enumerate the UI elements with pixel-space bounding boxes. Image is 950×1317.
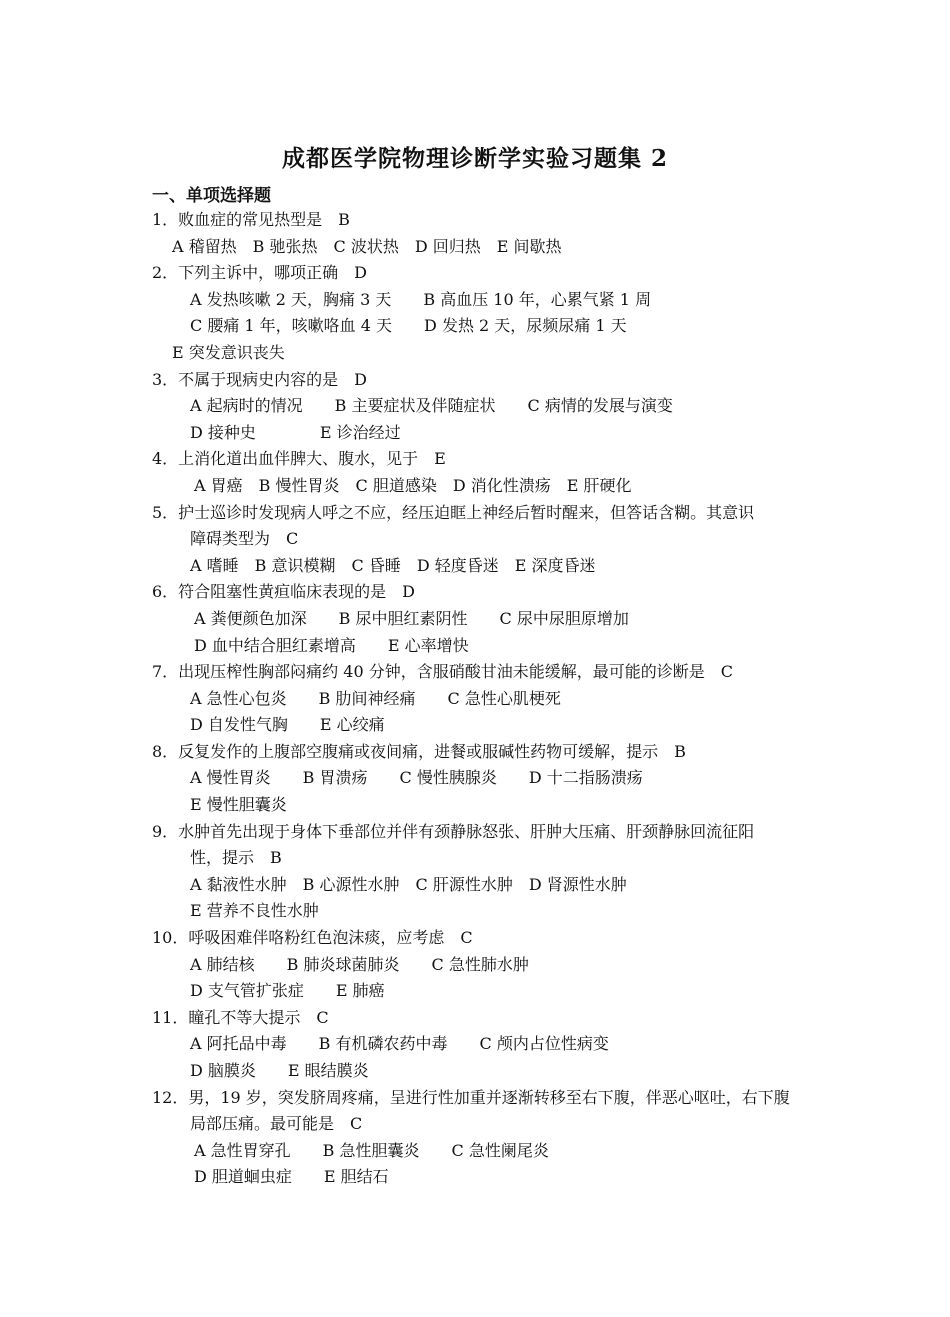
question-line xyxy=(0,1005,950,1032)
answer-options: D 自发性气胸 E 心绞痛 xyxy=(190,715,385,735)
question-line xyxy=(0,659,950,686)
answer-options: A 肺结核 B 肺炎球菌肺炎 C 急性肺水肿 xyxy=(190,954,529,974)
text-line xyxy=(0,606,950,633)
question-line xyxy=(0,925,950,952)
answer-options: D 接种史 E 诊治经过 xyxy=(190,422,401,442)
question-text: 2．下列主诉中，哪项正确 D xyxy=(152,263,368,283)
question-line xyxy=(0,367,950,394)
text-line xyxy=(0,473,950,500)
text-line xyxy=(0,1031,950,1058)
question-text: 5．护士巡诊时发现病人呼之不应，经压迫眶上神经后暂时醒来，但答话含糊。其意识 xyxy=(152,502,755,522)
text-line xyxy=(0,1138,950,1165)
answer-options: A 稽留热 B 驰张热 C 波状热 D 回归热 E 间歇热 xyxy=(172,236,562,256)
answer-options: D 支气管扩张症 E 肺癌 xyxy=(190,981,385,1001)
answer-options: A 黏液性水肿 B 心源性水肿 C 肝源性水肿 D 肾源性水肿 xyxy=(190,874,627,894)
section-heading: 一、单项选择题 xyxy=(152,186,271,206)
answer-options: D 脑膜炎 E 眼结膜炎 xyxy=(190,1061,369,1080)
question-text: 7．出现压榨性胸部闷痛约 40 分钟，含服硝酸甘油未能缓解，最可能的诊断是 C xyxy=(152,662,733,682)
question-text-continued: 局部压痛。最可能是 C xyxy=(190,1114,363,1134)
text-line xyxy=(0,553,950,580)
answer-options: A 慢性胃炎 B 胃溃疡 C 慢性胰腺炎 D 十二指肠溃疡 xyxy=(190,768,643,788)
answer-options: A 阿托品中毒 B 有机磷农药中毒 C 颅内占位性病变 xyxy=(190,1034,609,1054)
question-text: 1．败血症的常见热型是 B xyxy=(152,210,350,229)
text-line xyxy=(0,845,950,872)
answer-options: D 血中结合胆红素增高 E 心率增快 xyxy=(194,635,469,655)
question-text-continued: 障碍类型为 C xyxy=(190,529,299,549)
question-line xyxy=(0,739,950,766)
text-line xyxy=(0,234,950,261)
text-line xyxy=(0,526,950,553)
text-line xyxy=(0,978,950,1005)
answer-options: A 嗜睡 B 意识模糊 C 昏睡 D 轻度昏迷 E 深度昏迷 xyxy=(190,555,596,575)
text-line xyxy=(0,872,950,899)
question-list xyxy=(0,207,950,1191)
question-line xyxy=(0,446,950,473)
text-line xyxy=(0,1111,950,1138)
answer-options: E 突发意识丧失 xyxy=(172,342,285,362)
answer-options: A 急性胃穿孔 B 急性胆囊炎 C 急性阑尾炎 xyxy=(194,1140,549,1160)
text-line xyxy=(0,765,950,792)
question-text: 11．瞳孔不等大提示 C xyxy=(152,1007,329,1027)
answer-options: A 胃癌 B 慢性胃炎 C 胆道感染 D 消化性溃疡 E 肝硬化 xyxy=(194,475,632,495)
text-line xyxy=(0,340,950,367)
answer-options: A 起病时的情况 B 主要症状及伴随症状 C 病情的发展与演变 xyxy=(190,396,673,416)
text-line xyxy=(0,1058,950,1085)
answer-options: A 发热咳嗽 2 天，胸痛 3 天 B 高血压 10 年，心累气紧 1 周 xyxy=(190,289,652,309)
question-text: 4．上消化道出血伴脾大、腹水，见于 E xyxy=(152,449,446,469)
text-line xyxy=(0,686,950,713)
text-line xyxy=(0,792,950,819)
text-line xyxy=(0,1164,950,1191)
question-text: 10．呼吸困难伴咯粉红色泡沫痰，应考虑 C xyxy=(152,928,473,948)
question-text: 6．符合阻塞性黄疸临床表现的是 D xyxy=(152,582,416,602)
question-text: 3．不属于现病史内容的是 D xyxy=(152,369,368,389)
question-line xyxy=(0,207,950,234)
text-line xyxy=(0,313,950,340)
text-line xyxy=(0,633,950,660)
text-line xyxy=(0,287,950,314)
text-line xyxy=(0,393,950,420)
question-line xyxy=(0,1085,950,1112)
answer-options: A 急性心包炎 B 肋间神经痛 C 急性心肌梗死 xyxy=(190,688,561,708)
text-line xyxy=(0,420,950,447)
question-line xyxy=(0,500,950,527)
answer-options: C 腰痛 1 年，咳嗽咯血 4 天 D 发热 2 天，尿频尿痛 1 天 xyxy=(190,316,627,336)
page-title: 成都医学院物理诊断学实验习题集 2 xyxy=(281,145,668,172)
question-text: 8．反复发作的上腹部空腹痛或夜间痛，进餐或服碱性药物可缓解，提示 B xyxy=(152,741,686,761)
question-text: 9．水肿首先出现于身体下垂部位并伴有颈静脉怒张、肝肿大压痛、肝颈静脉回流征阳 xyxy=(152,821,755,841)
text-line xyxy=(0,712,950,739)
text-line xyxy=(0,898,950,925)
answer-options: D 胆道蛔虫症 E 胆结石 xyxy=(194,1167,389,1187)
text-line xyxy=(0,952,950,979)
question-line xyxy=(0,579,950,606)
question-text-continued: 性，提示 B xyxy=(190,848,282,868)
answer-options: A 粪便颜色加深 B 尿中胆红素阴性 C 尿中尿胆原增加 xyxy=(194,608,629,628)
question-line xyxy=(0,819,950,846)
answer-options: E 慢性胆囊炎 xyxy=(190,795,287,815)
question-text: 12．男，19 岁，突发脐周疼痛，呈进行性加重并逐渐转移至右下腹，伴恶心呕吐，右下腹 xyxy=(152,1087,790,1107)
answer-options: E 营养不良性水肿 xyxy=(190,901,319,921)
question-line xyxy=(0,260,950,287)
